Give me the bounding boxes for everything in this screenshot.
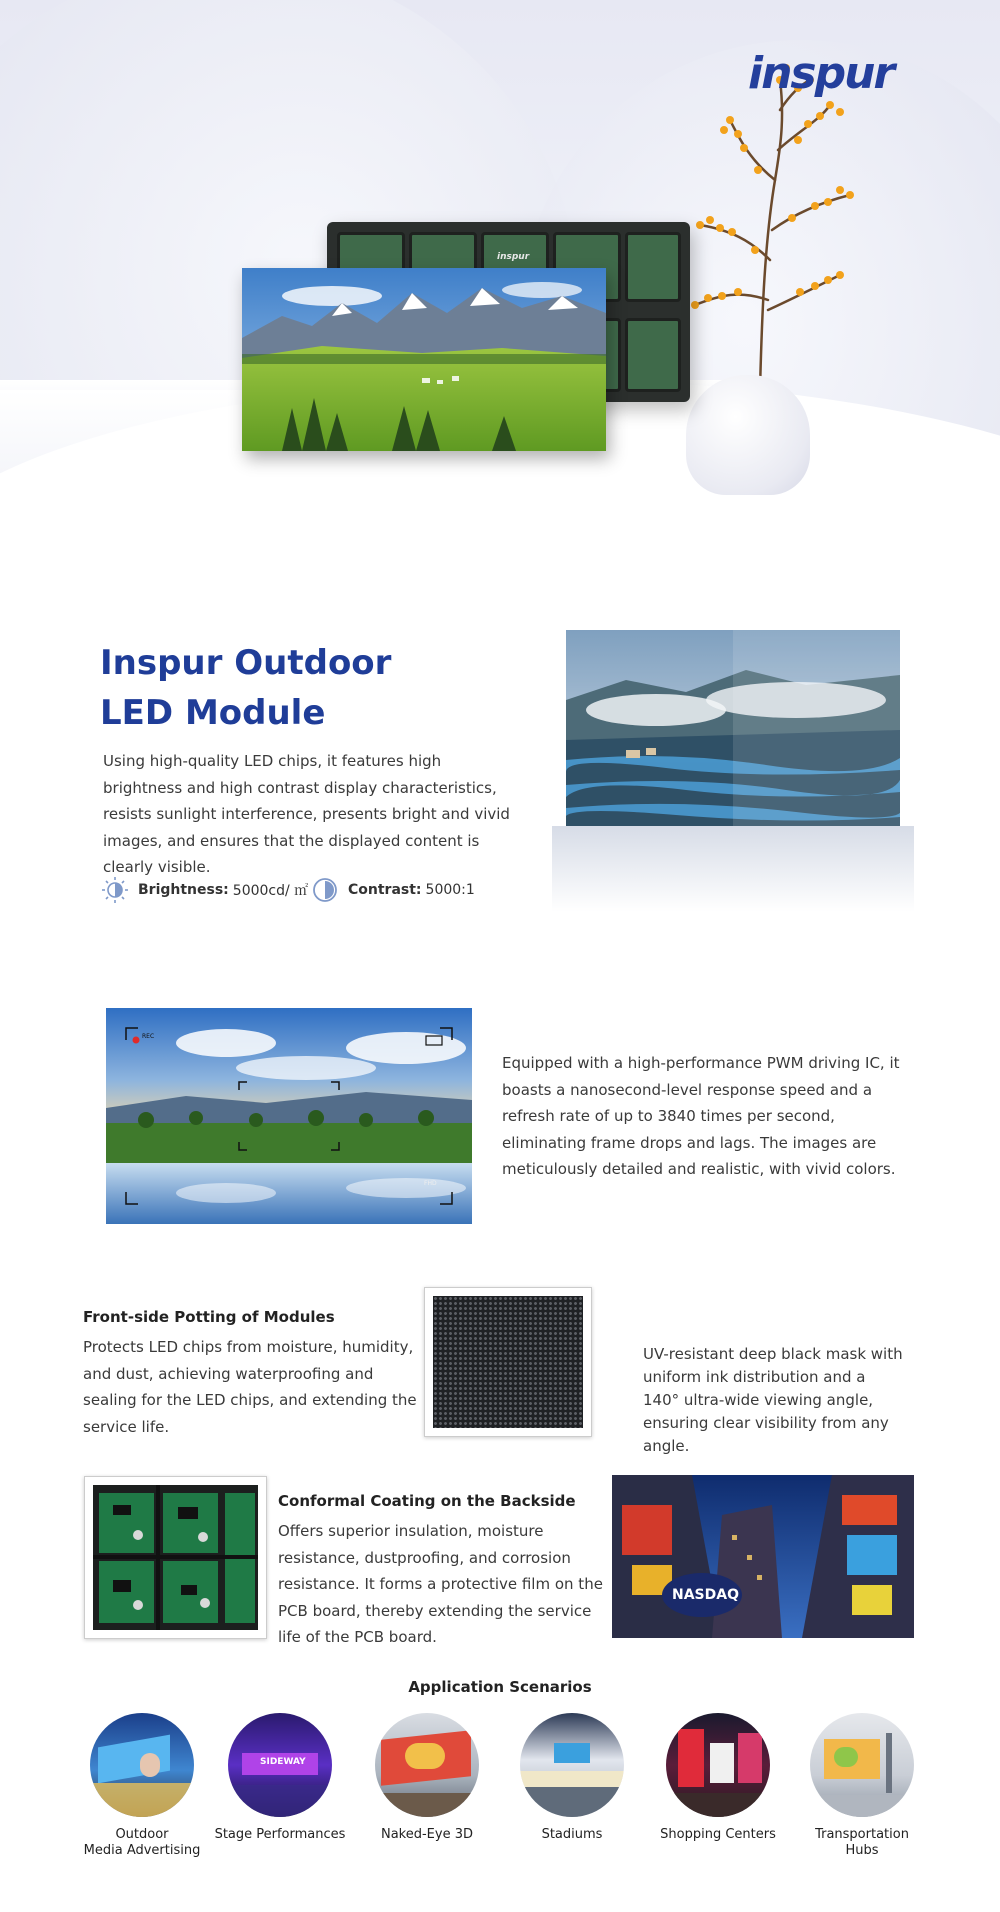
pcb-board-photo	[84, 1476, 267, 1639]
scenario-photo	[375, 1713, 479, 1817]
scenario-photo	[810, 1713, 914, 1817]
image-reflection	[552, 826, 914, 912]
scenario-photo	[520, 1713, 624, 1817]
potting-description: Protects LED chips from moisture, humidity, and dust, achieving waterproofing and sealing for the LED chips, and extending the service life.	[83, 1338, 417, 1436]
brand-logo: inspur	[748, 48, 894, 99]
product-intro: Using high-quality LED chips, it features high brightness and high contrast display characteristics, resists sunlight interference, presents bright and vivid images, and ensures that the displayed content is clearly visible.	[103, 752, 510, 876]
title-line: Inspur Outdoor	[100, 643, 392, 683]
module-logo: inspur	[497, 252, 530, 262]
scenario-photo	[90, 1713, 194, 1817]
uv-description: UV-resistant deep black mask with uniform ink distribution and a 140° ultra-wide viewing angle, ensuring clear visibility from any angle.	[643, 1345, 903, 1455]
brightness-spec	[100, 875, 308, 905]
scenario-label: Naked-Eye 3D	[380, 1827, 473, 1842]
hero-banner	[0, 0, 1000, 545]
scenario-label: Stage Performances	[214, 1827, 346, 1842]
decorative-vase	[686, 375, 810, 495]
scenario-label: Stadiums	[541, 1827, 603, 1842]
times-square-photo	[612, 1475, 914, 1638]
scenario-photo	[228, 1713, 332, 1817]
sun-icon	[100, 875, 130, 905]
coating-heading: Conformal Coating on the Backside	[278, 1492, 576, 1510]
spec-value: 5000:1	[425, 882, 475, 898]
title-line: LED Module	[100, 693, 326, 733]
contrast-icon	[310, 875, 340, 905]
terrace-landscape-image	[566, 630, 900, 826]
led-panel-photo	[424, 1287, 592, 1437]
led-module-front-image	[242, 268, 606, 451]
scenario-label: Shopping Centers	[660, 1827, 776, 1842]
camera-view-image	[106, 1008, 472, 1224]
potting-heading: Front-side Potting of Modules	[83, 1308, 335, 1326]
contrast-spec	[310, 875, 475, 905]
app-scenario-shopping	[643, 1713, 793, 1843]
pwm-description: Equipped with a high-performance PWM driving IC, it boasts a nanosecond-level response speed and a refresh rate of up to 3840 times per second, eliminating frame drops and lags. The images are meticulously detailed and realistic, with vivid colors.	[502, 1054, 900, 1178]
app-scenario-stadiums	[497, 1713, 647, 1843]
app-scenario-outdoor-media	[67, 1713, 217, 1859]
app-scenario-stage	[205, 1713, 355, 1843]
hd-label: FHD	[424, 1180, 437, 1187]
app-scenario-naked-eye-3d	[352, 1713, 502, 1843]
rec-label: REC	[142, 1033, 155, 1040]
applications-heading: Application Scenarios	[408, 1678, 592, 1696]
scenario-label: Outdoor Media Advertising	[83, 1827, 201, 1858]
spec-label: Contrast:	[348, 882, 422, 898]
billboard-text: NASDAQ	[672, 1587, 739, 1603]
page-title	[100, 638, 520, 738]
coating-description: Offers superior insulation, moisture resistance, dustproofing, and corrosion resistance. It forms a protective film on the PCB board, thereby extending the service life of the PCB board.	[278, 1522, 603, 1646]
scenario-label: Transportation Hubs	[815, 1827, 909, 1858]
spec-label: Brightness:	[138, 882, 229, 898]
spec-value: 5000cd/ ㎡	[232, 883, 309, 899]
scenario-photo	[666, 1713, 770, 1817]
app-scenario-transportation	[787, 1713, 937, 1859]
stage-sign: SIDEWAY	[260, 1757, 306, 1767]
decorative-branch	[680, 60, 880, 390]
